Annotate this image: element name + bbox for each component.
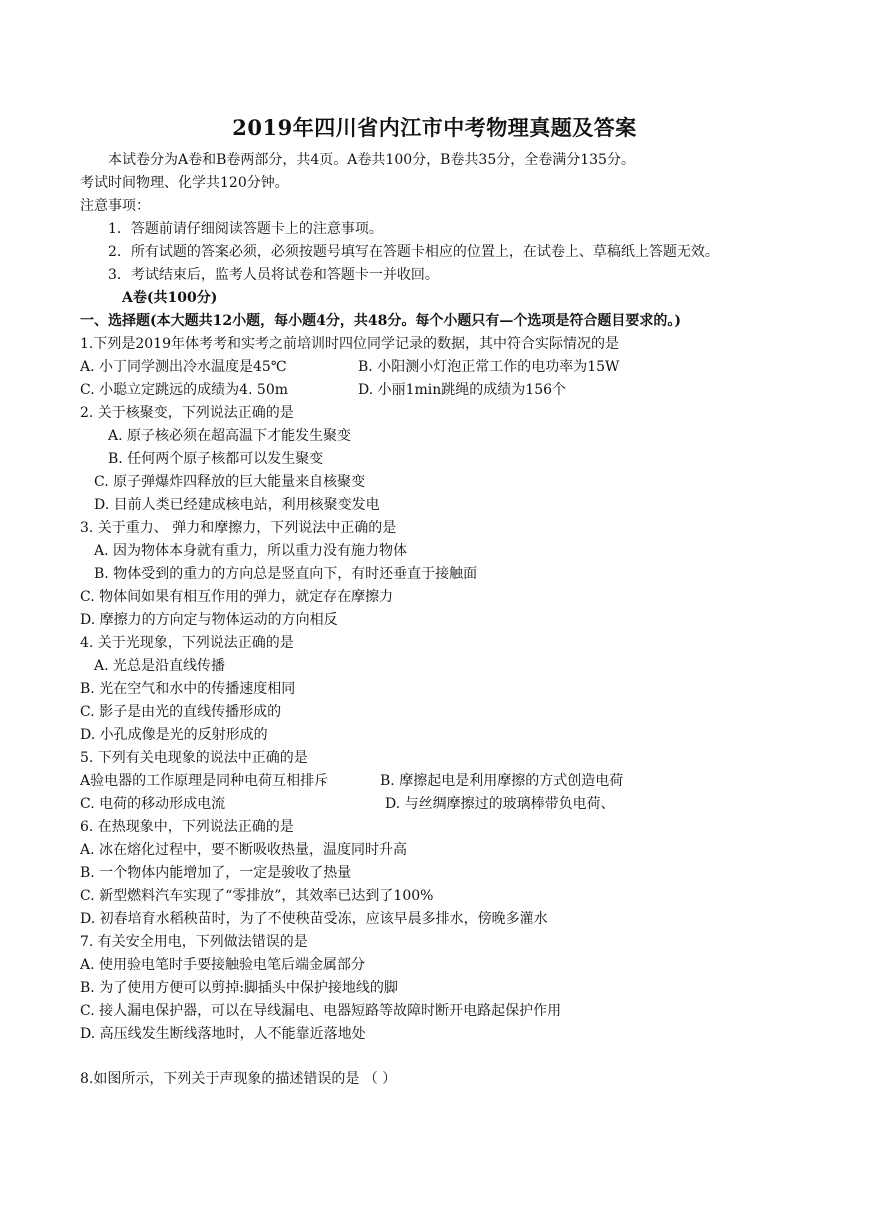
notice-item-3: 3．考试结束后，监考人员将试卷和答题卡一并收回。 [108, 267, 439, 283]
q5-stem: 5. 下列有关电现象的说法中正确的是 [80, 750, 308, 766]
q8-stem: 8.如图所示，下列关于声现象的描述错误的是 （ ） [80, 1071, 397, 1087]
q5-option-d: D. 与丝绸摩擦过的玻璃棒带负电荷、 [385, 796, 615, 812]
q7-option-b: B. 为了使用方便可以剪掉:脚插头中保护接地线的脚 [80, 980, 398, 996]
q5-option-b: B. 摩擦起电是利用摩擦的方式创造电荷 [380, 773, 624, 789]
q6-option-a: A. 冰在熔化过程中，要不断吸收热量，温度同时升高 [80, 842, 408, 858]
q2-option-a: A. 原子核必须在超高温下才能发生聚变 [108, 428, 352, 444]
q3-option-b: B. 物体受到的重力的方向总是竖直向下，有时还垂直于接触面 [94, 566, 478, 582]
q4-stem: 4. 关于光现象，下列说法正确的是 [80, 635, 294, 651]
q3-option-d: D. 摩擦力的方向定与物体运动的方向相反 [80, 612, 338, 628]
q7-option-c: C. 接人漏电保护器，可以在导线漏电、电器短路等故障时断开电路起保护作用 [80, 1003, 562, 1019]
q1-option-b: B. 小阳测小灯泡正常工作的电功率为15W [358, 359, 620, 375]
q3-option-c: C. 物体间如果有相互作用的弹力，就定存在摩擦力 [80, 589, 394, 605]
q6-option-b: B. 一个物体内能增加了，一定是骏收了热量 [80, 865, 352, 881]
q6-stem: 6. 在热现象中，下列说法正确的是 [80, 819, 294, 835]
notice-title: 注意事项： [80, 198, 150, 214]
q6-option-c: C. 新型燃料汽车实现了“零排放”，其效率已达到了100% [80, 888, 434, 904]
notice-item-1: 1．答题前请仔细阅读答题卡上的注意事项。 [108, 221, 383, 237]
q5-option-a: A验电器的工作原理是同种电荷互相排斥 [80, 773, 329, 789]
q7-option-d: D. 高压线发生断线落地时，人不能靠近落地处 [80, 1026, 366, 1042]
q1-option-c: C. 小聪立定跳远的成绩为4. 50m [80, 382, 289, 398]
q6-option-d: D. 初春培育水稻秧苗时，为了不使秧苗受冻，应该早晨多排水，傍晚多灌水 [80, 911, 548, 927]
notice-item-2: 2．所有试题的答案必须，必须按题号填写在答题卡相应的位置上，在试卷上、草稿纸上答题无效。 [108, 244, 719, 260]
q1-option-d: D. 小丽1min跳绳的成绩为156个 [358, 382, 567, 398]
q5-option-c: C. 电荷的移动形成电流 [80, 796, 226, 812]
page-title: 2019年四川省内江市中考物理真题及答案 [232, 115, 637, 140]
q4-option-d: D. 小孔成像是光的反射形成的 [80, 727, 268, 743]
q1-option-a: A. 小丁同学测出冷水温度是45℃ [80, 359, 287, 375]
q4-option-b: B. 光在空气和水中的传播速度相同 [80, 681, 296, 697]
intro-line-1: 本试卷分为A卷和B卷两部分，共4页。A卷共100分，B卷共35分，全卷满分135分。 [108, 152, 635, 168]
part1-header: 一、选择题(本大题共12小题，每小题4分，共48分。每个小题只有—个选项是符合题目要求的。) [80, 313, 681, 329]
q2-stem: 2. 关于核聚变，下列说法正确的是 [80, 405, 294, 421]
q4-option-a: A. 光总是沿直线传播 [94, 658, 226, 674]
q4-option-c: C. 影子是由光的直线传播形成的 [80, 704, 282, 720]
q2-option-c: C. 原子弹爆炸四释放的巨大能量来自核聚变 [94, 474, 366, 490]
q7-stem: 7. 有关安全用电，下列做法错误的是 [80, 934, 308, 950]
section-a-heading: A卷(共100分) [122, 290, 218, 306]
q7-option-a: A. 使用验电笔时手要接触验电笔后端金属部分 [80, 957, 366, 973]
q2-option-b: B. 任何两个原子核都可以发生聚变 [108, 451, 324, 467]
q2-option-d: D. 目前人类已经建成核电站，利用核聚变发电 [94, 497, 380, 513]
q1-stem: 1.下列是2019年体考考和实考之前培训时四位同学记录的数据，其中符合实际情况的是 [80, 336, 619, 352]
q3-stem: 3. 关于重力、 弹力和摩擦力，下列说法中正确的是 [80, 520, 397, 536]
intro-line-2: 考试时间物理、化学共120分钟。 [80, 175, 289, 191]
q3-option-a: A. 因为物体本身就有重力，所以重力没有施力物体 [94, 543, 408, 559]
